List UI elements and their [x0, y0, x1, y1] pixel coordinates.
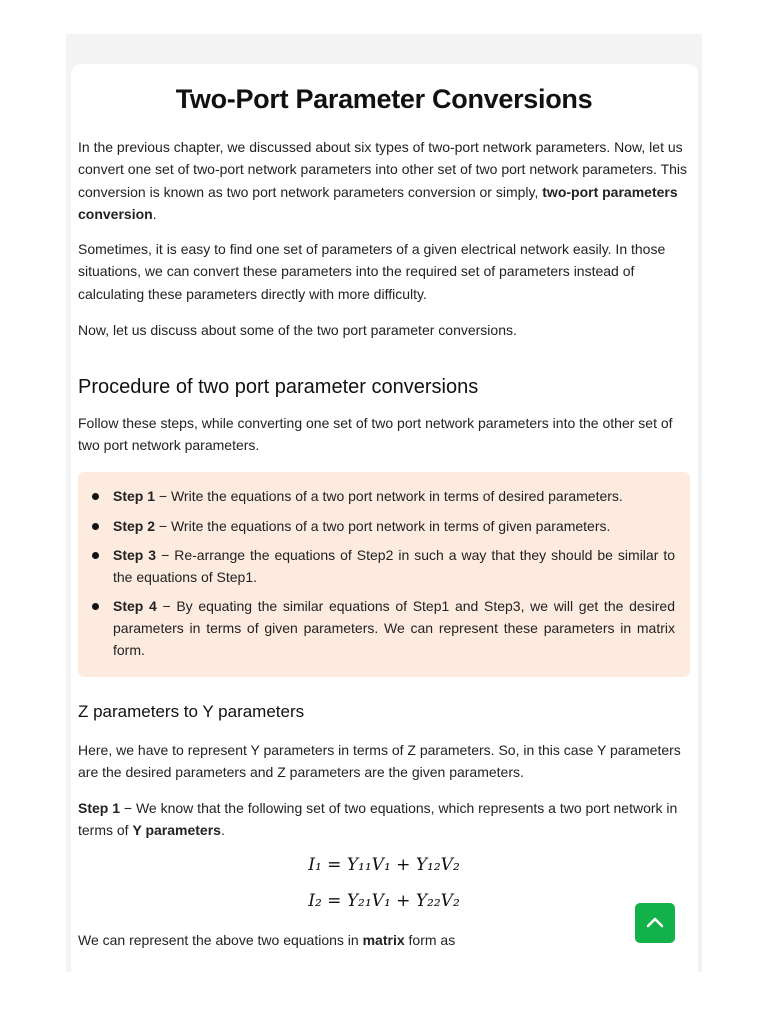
- step-item-1: [113, 485, 675, 507]
- equation-1: I₁ = Y₁₁V₁ + Y₁₂V₂: [308, 855, 460, 875]
- z-to-y-paragraph: Here, we have to represent Y parameters in terms of Z parameters. So, in this case Y parameters are the desired parameters and Z parameters are the given parameters.: [78, 742, 681, 781]
- intro-paragraph-2: Sometimes, it is easy to find one set of parameters of a given electrical network easily. In those situations, we can convert these parameters into the required set of parameters instead of calculating these parameters directly with more difficulty.: [78, 241, 666, 302]
- matrix-text-end: form as: [404, 932, 456, 948]
- matrix-form-paragraph: [78, 929, 690, 951]
- page-frame: [66, 34, 702, 972]
- article-card: [71, 64, 698, 972]
- procedure-heading: Procedure of two port parameter conversions: [78, 376, 479, 398]
- step-item-4: [113, 595, 675, 661]
- z-to-y-step-1-label: Step 1: [78, 800, 121, 816]
- procedure-lead: Follow these steps, while converting one set of two port network parameters into the other set of two port network parameters.: [78, 415, 673, 454]
- step-3-text: − Re-arrange the equations of Step2 in such a way that they should be similar to the equations of Step1.: [113, 547, 676, 585]
- step-2-text: − Write the equations of a two port network in terms of given parameters.: [155, 518, 611, 534]
- step-3-label: Step 3: [113, 547, 157, 563]
- step-2-label: Step 2: [113, 518, 156, 534]
- intro-1-end: .: [152, 205, 157, 222]
- step-4-text: − By equating the similar equations of Step1 and Step3, we will get the desired parameters in terms of given parameters. We can represent these parameters in matrix form.: [113, 598, 675, 658]
- matrix-bold: matrix: [362, 932, 405, 948]
- bullet-icon: [92, 523, 99, 530]
- z-to-y-step-1-end: .: [220, 822, 225, 839]
- equation-2: I₂ = Y₂₁V₁ + Y₂₂V₂: [308, 891, 460, 911]
- z-to-y-step-1: [78, 797, 690, 842]
- intro-1-text: In the previous chapter, we discussed about six types of two-port network parameters. Now, let us convert one set of two-port network parameters into other set of two port network parameters. This conversion is known as two port network parameters conversion or simply,: [78, 139, 688, 200]
- page-title: Two-Port Parameter Conversions: [175, 84, 593, 114]
- step-item-3: [113, 544, 675, 588]
- chevron-up-icon: [646, 915, 664, 929]
- bullet-icon: [92, 552, 99, 559]
- steps-box: [78, 472, 690, 677]
- bullet-icon: [92, 603, 99, 610]
- bullet-icon: [92, 493, 99, 500]
- back-to-top-button[interactable]: [635, 903, 675, 943]
- step-item-2: [113, 515, 675, 537]
- intro-paragraph-3: Now, let us discuss about some of the two port parameter conversions.: [78, 322, 517, 338]
- z-to-y-step-1-text: − We know that the following set of two equations, which represents a two port network in terms of: [78, 800, 678, 839]
- z-to-y-step-1-bold: Y parameters: [132, 822, 221, 839]
- step-1-text: − Write the equations of a two port network in terms of desired parameters.: [155, 488, 623, 504]
- matrix-text: We can represent the above two equations in: [78, 932, 363, 948]
- step-1-label: Step 1: [113, 488, 156, 504]
- intro-1-bold-term: two-port parameters conversion: [78, 183, 678, 222]
- step-4-label: Step 4: [113, 598, 157, 614]
- z-to-y-heading: Z parameters to Y parameters: [78, 702, 305, 721]
- intro-paragraph-1: [78, 136, 690, 225]
